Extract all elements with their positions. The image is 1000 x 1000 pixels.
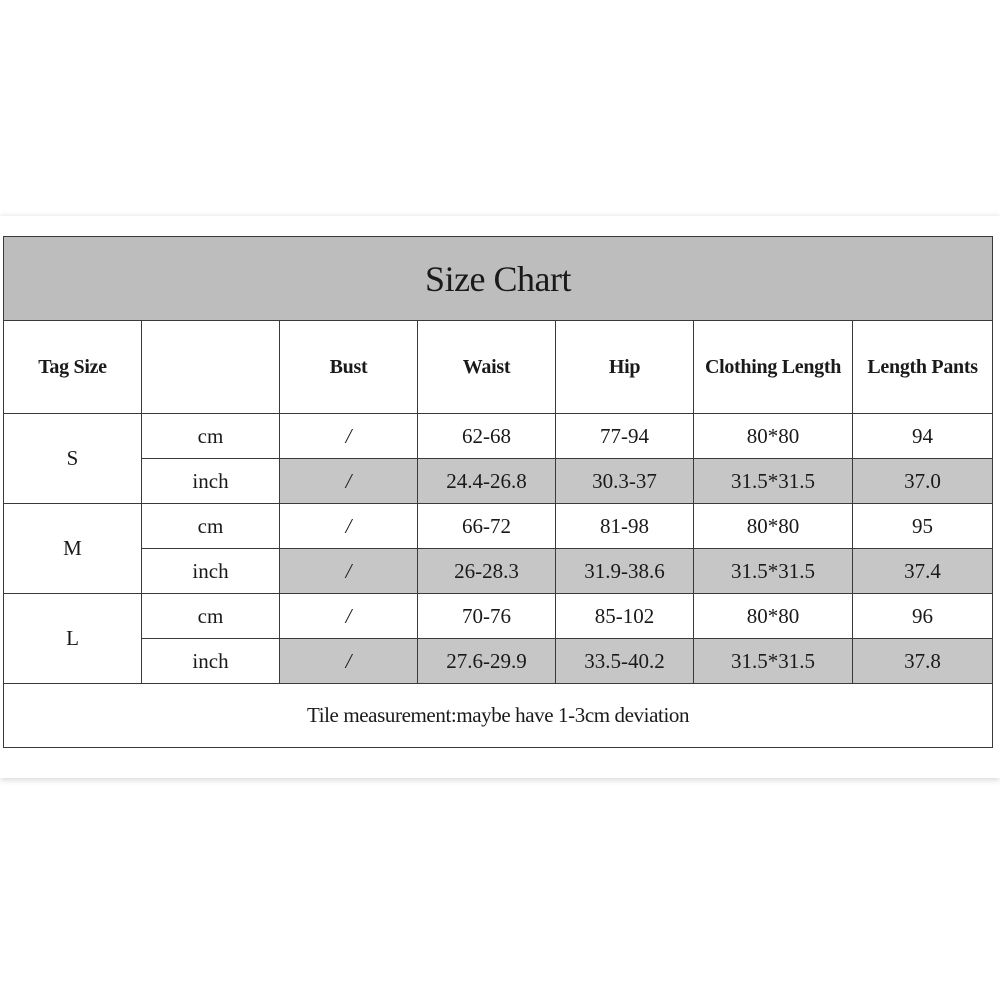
waist-cell: 70-76: [418, 594, 556, 639]
unit-cell: inch: [142, 549, 280, 594]
table-row: [4, 639, 993, 684]
tag-size-cell: M: [4, 504, 142, 594]
hip-cell: 85-102: [556, 594, 694, 639]
header-length-pants: Length Pants: [853, 321, 993, 414]
clothing-length-cell: 80*80: [694, 504, 853, 549]
hip-cell: 30.3-37: [556, 459, 694, 504]
clothing-length-cell: 80*80: [694, 594, 853, 639]
clothing-length-cell: 31.5*31.5: [694, 549, 853, 594]
unit-cell: inch: [142, 459, 280, 504]
header-waist: Waist: [418, 321, 556, 414]
clothing-length-cell: 31.5*31.5: [694, 459, 853, 504]
size-chart-sheet: [0, 216, 1000, 778]
header-bust: Bust: [280, 321, 418, 414]
bust-cell: /: [280, 594, 418, 639]
clothing-length-cell: 31.5*31.5: [694, 639, 853, 684]
bust-cell: /: [280, 414, 418, 459]
measurement-note: Tile measurement:maybe have 1-3cm deviation: [4, 684, 993, 748]
table-row: [4, 459, 993, 504]
chart-title: Size Chart: [4, 237, 993, 321]
bust-cell: /: [280, 549, 418, 594]
header-hip: Hip: [556, 321, 694, 414]
tag-size-cell: L: [4, 594, 142, 684]
table-row: [4, 594, 993, 639]
bust-cell: /: [280, 459, 418, 504]
unit-cell: cm: [142, 504, 280, 549]
tag-size-cell: S: [4, 414, 142, 504]
length-pants-cell: 37.0: [853, 459, 993, 504]
length-pants-cell: 37.8: [853, 639, 993, 684]
header-clothing-length: Clothing Length: [694, 321, 853, 414]
unit-cell: cm: [142, 414, 280, 459]
table-row: [4, 549, 993, 594]
waist-cell: 62-68: [418, 414, 556, 459]
header-unit: [142, 321, 280, 414]
length-pants-cell: 94: [853, 414, 993, 459]
length-pants-cell: 96: [853, 594, 993, 639]
title-row: [4, 237, 993, 321]
hip-cell: 33.5-40.2: [556, 639, 694, 684]
table-row: [4, 504, 993, 549]
waist-cell: 24.4-26.8: [418, 459, 556, 504]
length-pants-cell: 95: [853, 504, 993, 549]
unit-cell: inch: [142, 639, 280, 684]
table-row: [4, 414, 993, 459]
note-row: [4, 684, 993, 748]
hip-cell: 77-94: [556, 414, 694, 459]
waist-cell: 26-28.3: [418, 549, 556, 594]
waist-cell: 66-72: [418, 504, 556, 549]
length-pants-cell: 37.4: [853, 549, 993, 594]
bust-cell: /: [280, 504, 418, 549]
header-row: [4, 321, 993, 414]
clothing-length-cell: 80*80: [694, 414, 853, 459]
bust-cell: /: [280, 639, 418, 684]
hip-cell: 81-98: [556, 504, 694, 549]
size-chart-table: [3, 236, 993, 748]
waist-cell: 27.6-29.9: [418, 639, 556, 684]
header-tag-size: Tag Size: [4, 321, 142, 414]
hip-cell: 31.9-38.6: [556, 549, 694, 594]
unit-cell: cm: [142, 594, 280, 639]
